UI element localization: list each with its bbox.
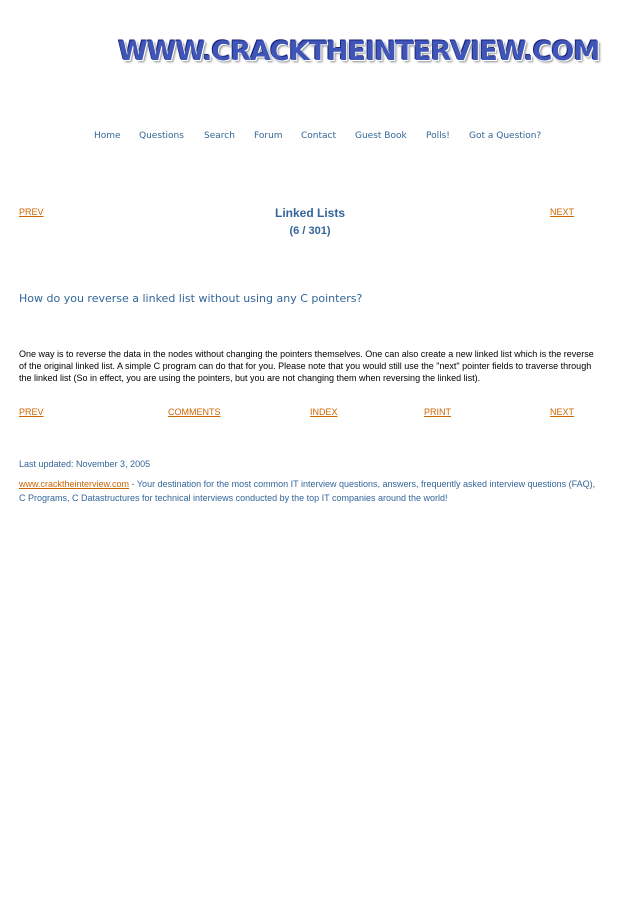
nav-guest-book[interactable]: Guest Book <box>355 131 407 141</box>
bottom-nav <box>0 407 638 421</box>
site-logo-text: WWW.CRACKTHEINTERVIEW.COM <box>118 36 600 67</box>
nav-contact[interactable]: Contact <box>301 131 337 141</box>
nav-polls[interactable]: Polls! <box>426 131 450 141</box>
nav-forum[interactable]: Forum <box>254 131 283 141</box>
next-link-bottom[interactable]: NEXT <box>550 407 575 417</box>
print-link[interactable]: PRINT <box>424 407 451 417</box>
comments-link[interactable]: COMMENTS <box>168 407 221 417</box>
page-title: Linked Lists <box>274 206 345 220</box>
nav-questions[interactable]: Questions <box>139 131 184 141</box>
index-link[interactable]: INDEX <box>310 407 338 417</box>
top-nav <box>0 131 638 145</box>
footer-text <box>19 477 599 505</box>
prev-link-bottom[interactable]: PREV <box>19 407 44 417</box>
answer-text: One way is to reverse the data in the nodes without changing the pointers themselves. One can also create a new linked list which is the reverse of the original linked list. A simple C program can do that for you. Please note that you would still use the "next" pointer fields to traverse through the linked list (So in effect, you are using the pointers, but you are not changing them when reversing the linked list). <box>19 349 594 383</box>
nav-got-a-question[interactable]: Got a Question? <box>469 131 542 141</box>
site-logo[interactable] <box>118 30 600 74</box>
footer-tagline: - Your destination for the most common IT interview questions, answers, frequently asked interview questions (FAQ), C Programs, C Datastructures for technical interviews conducted by the top IT companies around the world! <box>19 479 596 503</box>
nav-search[interactable]: Search <box>204 131 235 141</box>
prev-link-top[interactable]: PREV <box>19 207 44 217</box>
question-counter: (6 / 301) <box>289 225 331 237</box>
nav-home[interactable]: Home <box>94 131 121 141</box>
footer-site-link[interactable]: www.cracktheinterview.com <box>19 479 130 489</box>
next-link-top[interactable]: NEXT <box>550 207 575 217</box>
question-heading: How do you reverse a linked list without using any C pointers? <box>19 292 363 305</box>
last-updated: Last updated: November 3, 2005 <box>19 459 151 469</box>
